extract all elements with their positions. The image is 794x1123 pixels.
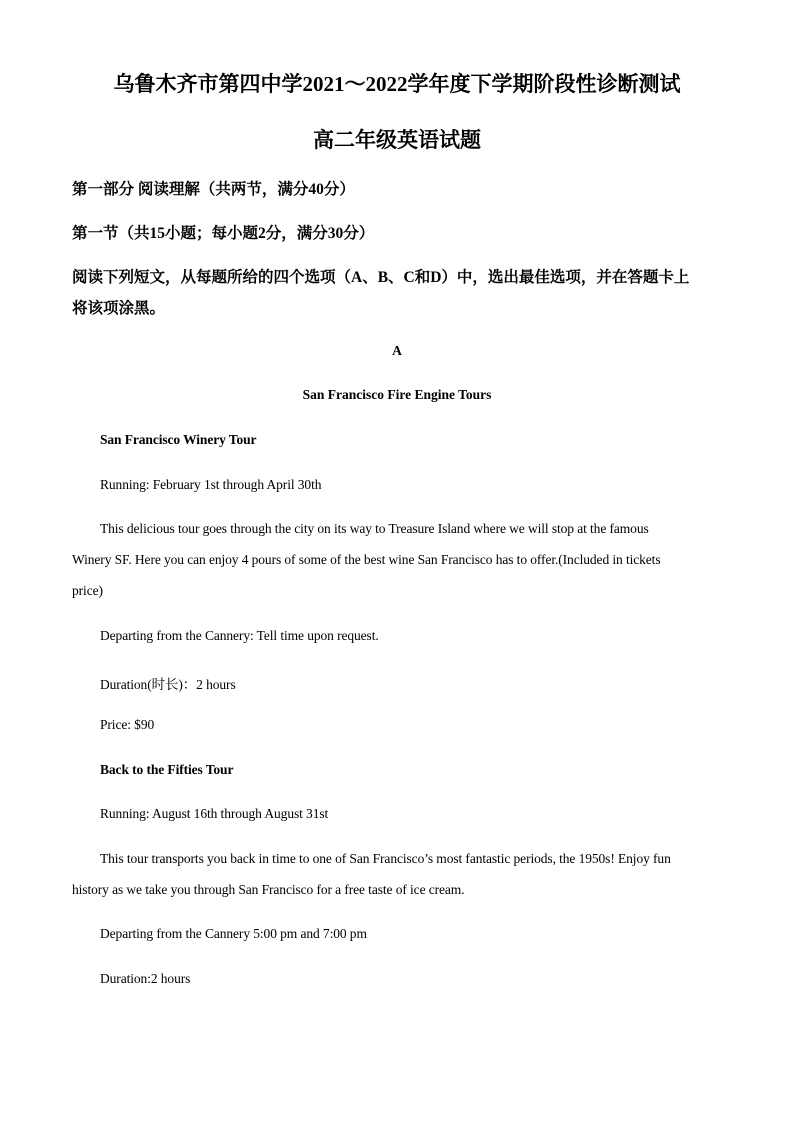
tour1-duration: Duration(时长)：2 hours [100, 677, 236, 692]
passage-letter: A [392, 343, 402, 358]
tour1-name: San Francisco Winery Tour [100, 432, 257, 447]
tour2-departing: Departing from the Cannery 5:00 pm and 7:00 pm [100, 926, 367, 941]
tour1-desc-line-1: This delicious tour goes through the city on its way to Treasure Island where we will stop at the famous [100, 521, 649, 536]
tour2-desc-line-2: history as we take you through San Francisco for a free taste of ice cream. [72, 882, 465, 897]
section-heading: 第一节（共15小题；每小题2分，满分30分） [72, 225, 375, 242]
tour1-running: Running: February 1st through April 30th [100, 477, 322, 492]
tour1-desc-line-2: Winery SF. Here you can enjoy 4 pours of some of the best wine San Francisco has to offer.(Included in tickets [72, 552, 661, 567]
tour2-running: Running: August 16th through August 31st [100, 806, 329, 821]
exam-title: 乌鲁木齐市第四中学2021～2022学年度下学期阶段性诊断测试 [113, 72, 681, 96]
passage-title: San Francisco Fire Engine Tours [302, 387, 492, 402]
tour1-desc-line-3: price) [72, 583, 103, 598]
tour2-desc-line-1: This tour transports you back in time to one of San Francisco’s most fantastic periods, the 1950s! Enjoy fun [100, 851, 671, 866]
instruction-line-2: 将该项涂黑。 [72, 300, 166, 317]
tour2-name: Back to the Fifties Tour [100, 762, 234, 777]
tour1-departing: Departing from the Cannery: Tell time upon request. [100, 628, 379, 643]
instruction-line-1: 阅读下列短文，从每题所给的四个选项（A、B、C和D）中，选出最佳选项，并在答题卡上 [72, 269, 690, 286]
part-heading: 第一部分 阅读理解（共两节，满分40分） [72, 181, 355, 198]
tour2-duration: Duration:2 hours [100, 971, 191, 986]
tour1-price: Price: $90 [100, 717, 155, 732]
exam-subtitle: 高二年级英语试题 [313, 128, 481, 152]
